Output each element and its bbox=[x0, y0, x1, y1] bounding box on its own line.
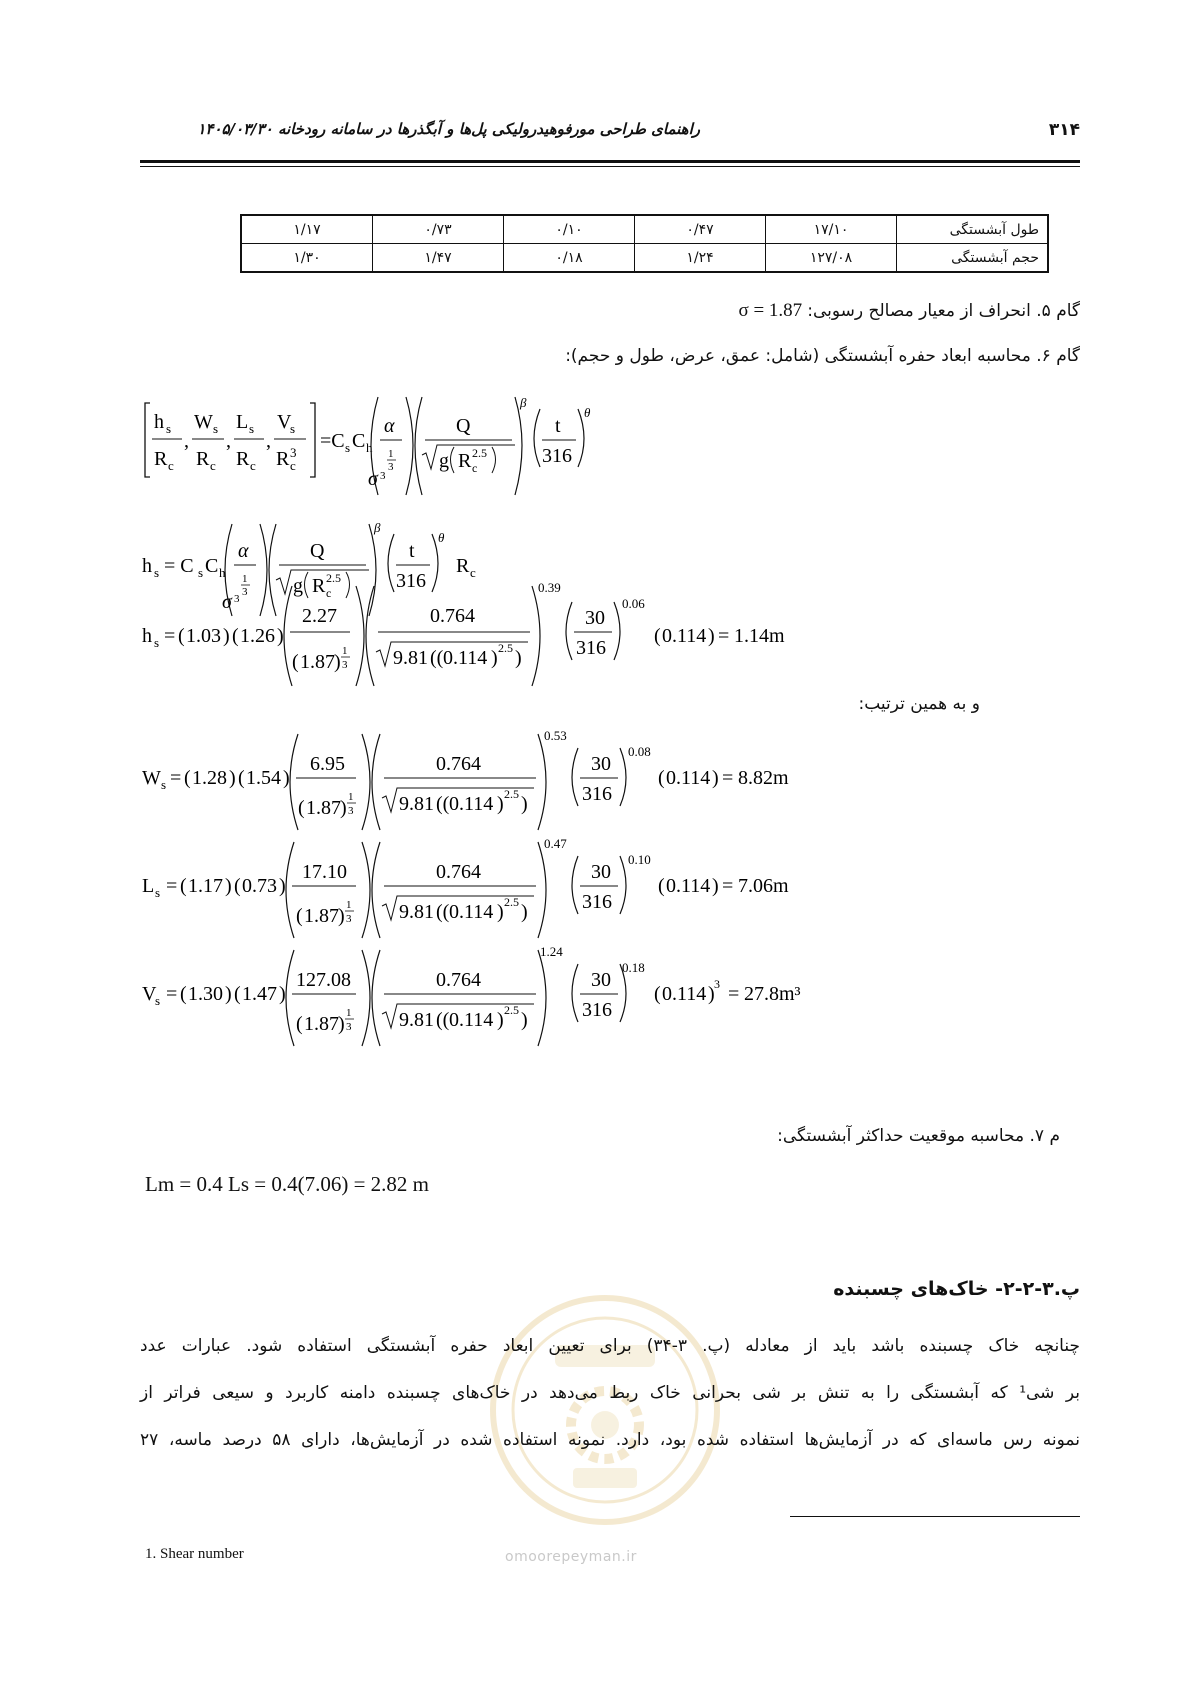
svg-text:s: s bbox=[154, 635, 160, 650]
svg-text:): ) bbox=[277, 625, 284, 647]
svg-text:316: 316 bbox=[582, 999, 612, 1021]
svg-text:=C: =C bbox=[320, 430, 345, 452]
svg-text:): ) bbox=[334, 651, 341, 673]
header-rule-thin bbox=[140, 166, 1080, 167]
eq-frac-num: h bbox=[154, 411, 164, 433]
svg-text:R: R bbox=[196, 448, 210, 470]
svg-text:V: V bbox=[277, 411, 292, 433]
svg-text:0.114: 0.114 bbox=[666, 767, 711, 789]
page-number: ۳۱۴ bbox=[1048, 120, 1080, 140]
svg-text:h: h bbox=[142, 625, 152, 647]
svg-text:c: c bbox=[326, 586, 332, 600]
table-row bbox=[241, 244, 1048, 273]
svg-text:s: s bbox=[198, 565, 204, 580]
svg-text:30: 30 bbox=[591, 753, 611, 775]
svg-text:): ) bbox=[338, 905, 345, 927]
ws-c1: 1.28 bbox=[192, 767, 227, 789]
svg-text:): ) bbox=[279, 983, 286, 1005]
table-cell: ۱/۳۰ bbox=[241, 244, 373, 273]
svg-text:316: 316 bbox=[396, 570, 426, 592]
hs-theta: 0.06 bbox=[622, 596, 645, 611]
svg-text:1: 1 bbox=[342, 645, 348, 657]
svg-text:=: = bbox=[164, 625, 176, 647]
vs-c2: 1.47 bbox=[242, 983, 277, 1005]
svg-text:9.81: 9.81 bbox=[393, 647, 428, 669]
svg-text:30: 30 bbox=[591, 969, 611, 991]
svg-text:α: α bbox=[238, 540, 249, 562]
svg-text:3: 3 bbox=[380, 470, 386, 482]
svg-text:): ) bbox=[497, 793, 504, 815]
svg-text:9.81: 9.81 bbox=[399, 901, 434, 923]
svg-text:(: ( bbox=[658, 767, 665, 789]
svg-text:): ) bbox=[521, 901, 528, 923]
svg-text:,: , bbox=[266, 430, 271, 452]
svg-text:C: C bbox=[352, 430, 366, 452]
svg-text:2.5: 2.5 bbox=[504, 787, 519, 801]
svg-text:((: (( bbox=[436, 1009, 450, 1031]
svg-text:c: c bbox=[168, 458, 174, 473]
svg-text:3: 3 bbox=[346, 1021, 352, 1033]
vs-numeric bbox=[140, 946, 840, 1056]
svg-text:(: ( bbox=[654, 625, 661, 647]
svg-text:s: s bbox=[345, 440, 351, 455]
svg-text:): ) bbox=[491, 647, 498, 669]
hs-beta: 0.39 bbox=[538, 580, 561, 595]
sigma-value: σ = 1.87 bbox=[738, 300, 803, 321]
svg-text:2.5: 2.5 bbox=[504, 895, 519, 909]
svg-text:(: ( bbox=[296, 1013, 303, 1035]
svg-text:9.81: 9.81 bbox=[399, 1009, 434, 1031]
svg-text:): ) bbox=[712, 767, 719, 789]
svg-text:0.114: 0.114 bbox=[449, 1009, 494, 1031]
svg-text:0.114: 0.114 bbox=[662, 625, 707, 647]
table-row bbox=[241, 215, 1048, 244]
table-cell: ۰/۷۳ bbox=[373, 215, 504, 244]
table-cell: ۰/۱۰ bbox=[504, 215, 635, 244]
svg-text:3: 3 bbox=[714, 977, 720, 991]
svg-text:R: R bbox=[154, 448, 168, 470]
svg-text:R: R bbox=[276, 448, 290, 470]
svg-text:): ) bbox=[340, 797, 347, 819]
row-label: طول آبشستگی bbox=[897, 215, 1049, 244]
hs-c1: 1.03 bbox=[186, 625, 221, 647]
svg-text:1.87: 1.87 bbox=[306, 797, 341, 819]
footnote-rule bbox=[790, 1516, 1080, 1517]
svg-text:): ) bbox=[708, 625, 715, 647]
svg-text:(: ( bbox=[184, 767, 191, 789]
svg-text:0.764: 0.764 bbox=[430, 605, 475, 627]
svg-text:30: 30 bbox=[585, 607, 605, 629]
svg-text:c: c bbox=[470, 565, 476, 580]
svg-text:L: L bbox=[142, 875, 155, 897]
hs-alpha: 2.27 bbox=[302, 605, 337, 627]
ws-numeric bbox=[140, 730, 840, 840]
svg-text:= C: = C bbox=[164, 555, 194, 577]
vs-alpha: 127.08 bbox=[296, 969, 351, 991]
ls-alpha: 17.10 bbox=[302, 861, 347, 883]
section-heading: پ.۳-۲-۲- خاک‌های چسبنده bbox=[833, 1278, 1080, 1300]
svg-text:1: 1 bbox=[346, 899, 352, 911]
svg-text:=: = bbox=[722, 875, 734, 897]
svg-text:h: h bbox=[142, 555, 152, 577]
svg-text:s: s bbox=[249, 421, 255, 436]
svg-text:9.81: 9.81 bbox=[399, 793, 434, 815]
svg-text:(: ( bbox=[234, 875, 241, 897]
svg-text:=: = bbox=[170, 767, 182, 789]
vs-result: 27.8m³ bbox=[744, 983, 801, 1005]
svg-text:c: c bbox=[290, 458, 296, 473]
table-cell: ۱/۴۷ bbox=[373, 244, 504, 273]
svg-text:): ) bbox=[223, 625, 230, 647]
svg-text:R: R bbox=[458, 450, 472, 472]
svg-text:): ) bbox=[225, 983, 232, 1005]
svg-text:θ: θ bbox=[584, 405, 591, 420]
svg-text:316: 316 bbox=[542, 445, 572, 467]
hs-numeric bbox=[140, 580, 840, 690]
table-cell: ۱/۱۷ bbox=[241, 215, 373, 244]
ls-result: 7.06m bbox=[738, 875, 789, 897]
svg-text:s: s bbox=[166, 421, 172, 436]
svg-text:316: 316 bbox=[582, 891, 612, 913]
svg-text:0.764: 0.764 bbox=[436, 753, 481, 775]
svg-text:30: 30 bbox=[591, 861, 611, 883]
step-5-text: گام ۵. انحراف از معیار مصالح رسوبی: bbox=[807, 301, 1080, 321]
table-cell: ۰/۴۷ bbox=[635, 215, 766, 244]
svg-text:2.5: 2.5 bbox=[504, 1003, 519, 1017]
svg-text:0.114: 0.114 bbox=[449, 901, 494, 923]
svg-text:R: R bbox=[236, 448, 250, 470]
svg-text:): ) bbox=[515, 647, 522, 669]
general-scour-equation bbox=[140, 395, 660, 505]
svg-text:2.5: 2.5 bbox=[498, 641, 513, 655]
svg-text:3: 3 bbox=[242, 586, 248, 598]
svg-text:W: W bbox=[142, 767, 161, 789]
svg-text:(: ( bbox=[178, 625, 185, 647]
svg-text:): ) bbox=[279, 875, 286, 897]
svg-text:1: 1 bbox=[242, 573, 248, 585]
svg-text:): ) bbox=[497, 901, 504, 923]
ls-c1: 1.17 bbox=[188, 875, 223, 897]
svg-text:c: c bbox=[472, 461, 478, 475]
ws-c2: 1.54 bbox=[246, 767, 281, 789]
vs-beta: 1.24 bbox=[540, 946, 563, 959]
svg-text:(: ( bbox=[238, 767, 245, 789]
table-cell: ۱۲۷/۰۸ bbox=[766, 244, 897, 273]
svg-text:(: ( bbox=[296, 905, 303, 927]
footnote: 1. Shear number bbox=[145, 1546, 244, 1562]
svg-text:2.5: 2.5 bbox=[326, 571, 341, 585]
svg-text:=: = bbox=[728, 983, 740, 1005]
svg-text:c: c bbox=[250, 458, 256, 473]
svg-text:3: 3 bbox=[388, 461, 394, 473]
paragraph-line: نمونه رس ماسه‌ای که در آزمایش‌ها استفاده شده بود، دارد. نمونه استفاده شده در آزمایش‌ها، دارای ۵۸ درصد ماسه، ۲۷ bbox=[140, 1430, 1080, 1450]
svg-text:0.114: 0.114 bbox=[666, 875, 711, 897]
svg-text:σ: σ bbox=[222, 591, 232, 613]
svg-text:3: 3 bbox=[342, 659, 348, 671]
svg-text:): ) bbox=[521, 1009, 528, 1031]
svg-text:s: s bbox=[155, 993, 161, 1008]
svg-text:3: 3 bbox=[346, 913, 352, 925]
svg-text:L: L bbox=[236, 411, 249, 433]
svg-text:(: ( bbox=[292, 651, 299, 673]
svg-text:): ) bbox=[225, 875, 232, 897]
svg-text:(: ( bbox=[180, 875, 187, 897]
hs-c2: 1.26 bbox=[240, 625, 275, 647]
ws-alpha: 6.95 bbox=[310, 753, 345, 775]
svg-text:θ: θ bbox=[438, 530, 445, 545]
step-7: م ۷. محاسبه موقعیت حداکثر آبشستگی: bbox=[777, 1126, 1060, 1146]
svg-text:h: h bbox=[219, 565, 226, 580]
svg-text:1.87: 1.87 bbox=[300, 651, 335, 673]
paragraph-line: بر شی¹ که آبشستگی را به تنش بر شی بحرانی خاک ربط می‌دهد در خاک‌های چسبنده دامنه کاربرد و سیعی فراتر از bbox=[140, 1383, 1081, 1403]
svg-text:R: R bbox=[456, 555, 470, 577]
svg-text:s: s bbox=[154, 565, 160, 580]
svg-text:s: s bbox=[155, 885, 161, 900]
svg-text:C: C bbox=[205, 555, 219, 577]
svg-text:(: ( bbox=[232, 625, 239, 647]
svg-text:3: 3 bbox=[234, 593, 240, 605]
svg-text:0.764: 0.764 bbox=[436, 969, 481, 991]
svg-text:c: c bbox=[210, 458, 216, 473]
svg-text:): ) bbox=[283, 767, 290, 789]
svg-text:0.114: 0.114 bbox=[662, 983, 707, 1005]
svg-text:(: ( bbox=[180, 983, 187, 1005]
ws-beta: 0.53 bbox=[544, 730, 567, 743]
svg-text:((: (( bbox=[436, 901, 450, 923]
ls-theta: 0.10 bbox=[628, 852, 651, 867]
svg-text:Q: Q bbox=[456, 415, 471, 437]
ls-c2: 0.73 bbox=[242, 875, 277, 897]
step-6: گام ۶. محاسبه ابعاد حفره آبشستگی (شامل: عمق، عرض، طول و حجم): bbox=[565, 346, 1080, 366]
watermark-url: omoorepeyman.ir bbox=[505, 1549, 637, 1565]
svg-text:0.114: 0.114 bbox=[443, 647, 488, 669]
svg-text:β: β bbox=[374, 520, 381, 535]
header-rule bbox=[140, 160, 1080, 163]
svg-text:0.764: 0.764 bbox=[436, 861, 481, 883]
svg-text:1.87: 1.87 bbox=[304, 1013, 339, 1035]
svg-text:t: t bbox=[555, 415, 561, 437]
svg-text:3: 3 bbox=[348, 805, 354, 817]
row-label: حجم آبشستگی bbox=[897, 244, 1049, 273]
svg-text:(: ( bbox=[654, 983, 661, 1005]
scour-coefficients-table bbox=[240, 214, 1049, 273]
vs-c1: 1.30 bbox=[188, 983, 223, 1005]
svg-text:(: ( bbox=[234, 983, 241, 1005]
svg-text:t: t bbox=[409, 540, 415, 562]
ls-beta: 0.47 bbox=[544, 838, 567, 851]
svg-text:,: , bbox=[226, 430, 231, 452]
svg-text:): ) bbox=[708, 983, 715, 1005]
svg-text:0.114: 0.114 bbox=[449, 793, 494, 815]
svg-text:=: = bbox=[166, 983, 178, 1005]
svg-text:1: 1 bbox=[388, 448, 394, 460]
svg-text:Q: Q bbox=[310, 540, 325, 562]
svg-text:R: R bbox=[312, 575, 326, 597]
svg-text:((: (( bbox=[430, 647, 444, 669]
svg-text:α: α bbox=[384, 415, 395, 437]
svg-text:W: W bbox=[194, 411, 213, 433]
svg-text:2.5: 2.5 bbox=[472, 446, 487, 460]
svg-text:=: = bbox=[718, 625, 730, 647]
svg-text:(: ( bbox=[298, 797, 305, 819]
ws-theta: 0.08 bbox=[628, 744, 651, 759]
table-cell: ۰/۱۸ bbox=[504, 244, 635, 273]
svg-text:1: 1 bbox=[348, 791, 354, 803]
svg-text:): ) bbox=[229, 767, 236, 789]
svg-text:σ: σ bbox=[368, 468, 378, 490]
ws-result: 8.82m bbox=[738, 767, 789, 789]
svg-text:β: β bbox=[520, 395, 527, 410]
svg-text:s: s bbox=[213, 421, 219, 436]
watermark-logo bbox=[485, 1290, 725, 1530]
hs-result: 1.14m bbox=[734, 625, 785, 647]
svg-text:3: 3 bbox=[290, 445, 297, 460]
svg-text:(: ( bbox=[658, 875, 665, 897]
svg-text:1.87: 1.87 bbox=[304, 905, 339, 927]
step-5 bbox=[660, 300, 1080, 322]
vs-theta: 0.18 bbox=[622, 960, 645, 975]
table-cell: ۱/۲۴ bbox=[635, 244, 766, 273]
table-cell: ۱۷/۱۰ bbox=[766, 215, 897, 244]
svg-text:h: h bbox=[366, 440, 373, 455]
svg-text:): ) bbox=[712, 875, 719, 897]
svg-text:g: g bbox=[293, 575, 303, 597]
svg-text:,: , bbox=[184, 430, 189, 452]
lm-equation: Lm = 0.4 Ls = 0.4(7.06) = 2.82 m bbox=[145, 1172, 430, 1196]
svg-text:=: = bbox=[722, 767, 734, 789]
svg-text:): ) bbox=[497, 1009, 504, 1031]
similarly-text: و به همین ترتیب: bbox=[858, 694, 980, 714]
svg-text:1: 1 bbox=[346, 1007, 352, 1019]
svg-text:s: s bbox=[290, 421, 296, 436]
svg-text:V: V bbox=[142, 983, 157, 1005]
svg-text:): ) bbox=[521, 793, 528, 815]
svg-text:s: s bbox=[161, 777, 167, 792]
ls-numeric bbox=[140, 838, 840, 948]
svg-text:g: g bbox=[439, 450, 449, 472]
svg-text:316: 316 bbox=[582, 783, 612, 805]
svg-text:((: (( bbox=[436, 793, 450, 815]
svg-text:): ) bbox=[338, 1013, 345, 1035]
svg-text:=: = bbox=[166, 875, 178, 897]
paragraph-line: چنانچه خاک چسبنده باشد باید از معادله (پ. ۳-۳۴) برای تعیین ابعاد حفره آبشستگی استفاده شود. عبارات عدد bbox=[140, 1336, 1080, 1356]
svg-text:316: 316 bbox=[576, 637, 606, 659]
running-title: راهنمای طراحی مورفوهیدرولیکی پل‌ها و آبگذرها در سامانه رودخانه ۱۴۰۵/۰۳/۳۰ bbox=[197, 120, 700, 138]
